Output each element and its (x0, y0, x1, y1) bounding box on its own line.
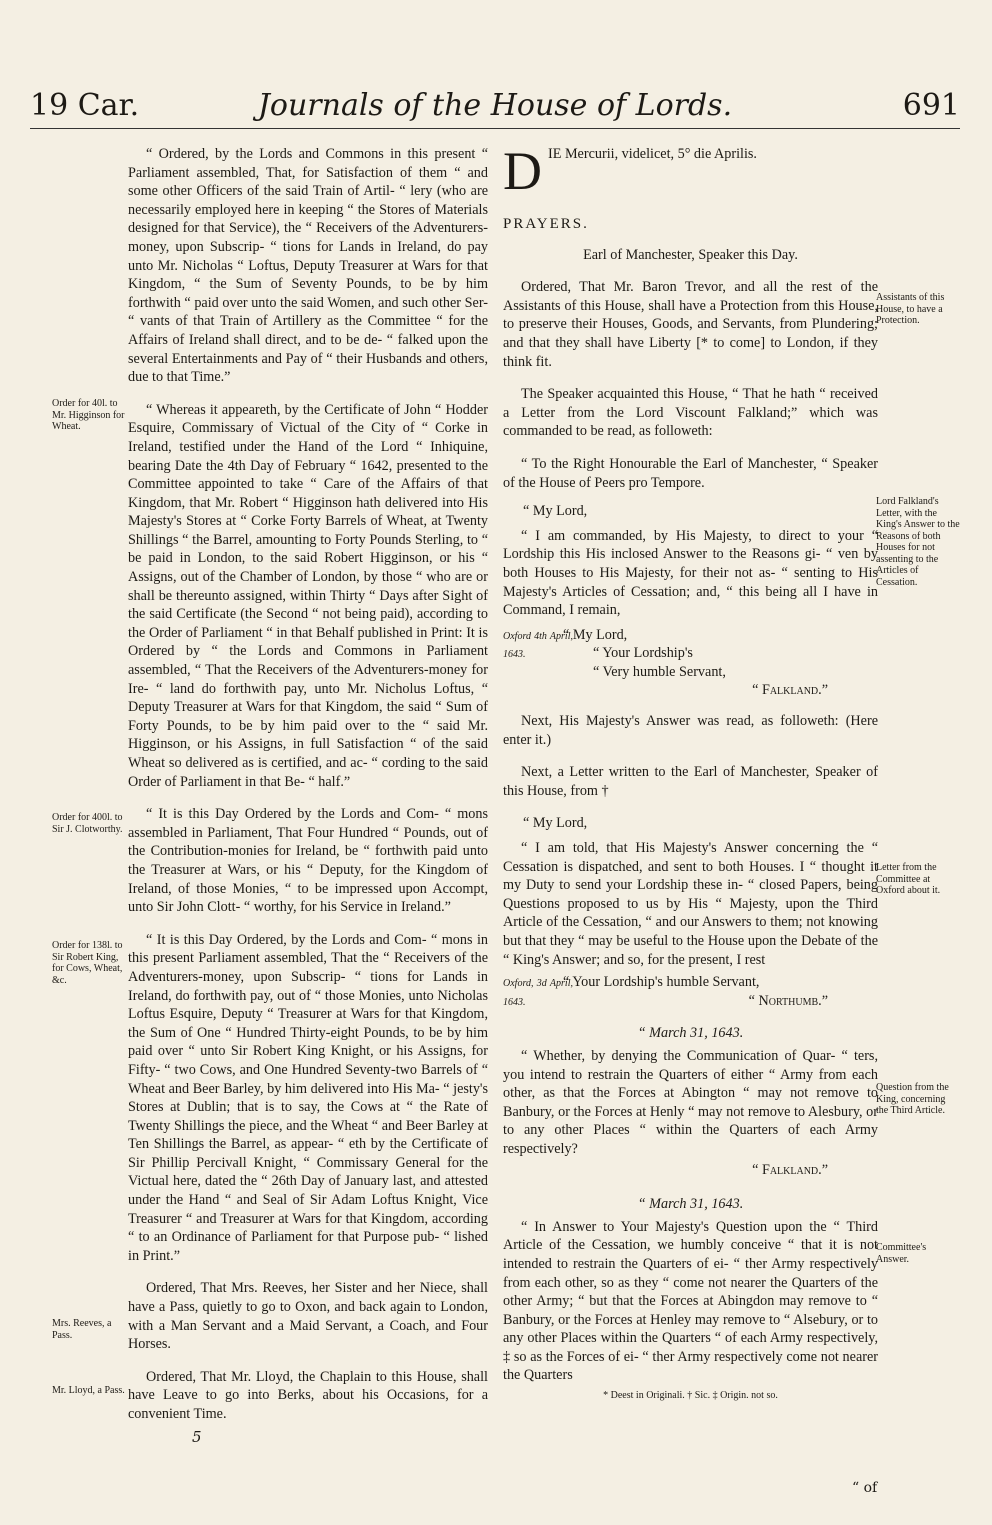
left-column (128, 145, 488, 1438)
letter-body: “ I am commanded, by His Majesty, to direct to your “ Lordship this His inclosed Answer to the Reasons gi- “ ven by both Houses to His Majesty, for their not as- “ senting to His Majesty's Articles of Cessation; and, “ this being all I have in Command, I remain, (503, 527, 878, 619)
page-number: 691 (902, 88, 960, 123)
catchword: “ of (852, 1480, 878, 1496)
running-head-regnal-year: 19 Car. (30, 88, 140, 123)
right-margin-note: Letter from the Committee at Oxford about it. (876, 862, 941, 896)
closing-line: “ Your Lordship's humble Servant, (563, 974, 760, 991)
question-text: “ Whether, by denying the Communication of Quar- “ ters, you intend to restrain the Quarters of either “ Army from each other, as that the Forces at Abington “ may not remove to Banbury, or the Forces at Henly “ may not remove to Alesbury, or to any other Places “ within the Quarters of each Army respectively? (503, 1047, 878, 1157)
closing-line: “ Your Lordship's (593, 645, 693, 662)
order-paragraph: Ordered, That Mr. Lloyd, the Chaplain to this House, shall have Leave to go into Berks, about his Occasions, for a convenient Time. (128, 1368, 488, 1422)
question-date: “ March 31, 1643. (637, 1025, 744, 1042)
closing-line: “ My Lord, (563, 626, 628, 643)
order-paragraph: “ Whereas it appeareth, by the Certificate of John “ Hodder Esquire, Commissary of Victual of the City of “ Corke in Ireland, testified under the Hand of the Lord “ Inhiquine, bearing Date the 4th Day of February “ 1642, presented to the Committee appointed to take “ Care of the Affairs of that Kingdom, that Mr. Robert “ Higginson hath delivered into His Majesty's Stores at “ Corke Forty Barrels of Wheat, at Twenty Shillings “ the Barrel, amounting to Forty Pounds Sterling, to “ be paid in London, to the said Robert Higginson, or his “ Assigns, out of the Chamber of London, by those “ who are or shall be thereunto assigned, within Thirty “ Days after Sight of the said Certificate (the Second “ not being paid), according to the Order of Parliament “ in that Behalf published in Print: It is Ordered by “ the Lords and Commons in Parliament assembled, “ That the Receivers of the Adventurers-money for Ire- “ land do forthwith pay, unto Mr. Nicholus Loftus, “ Deputy Treasurer at Wars for that Kingdom, the said “ Sum of Forty Pounds, to be by him paid over to the “ said Mr. Higginson, or his Assigns, in full Satisfaction “ of the said Wheat so delivered as is certified, and ac- “ cording to the said Order of Parliament in that Be- “ half.” (128, 401, 488, 790)
order-paragraph: “ It is this Day Ordered by the Lords and Com- “ mons assembled in Parliament, That Four Hundred “ Pounds, out of the Contribution-monies for Ireland, be “ forthwith paid unto the Treasurer at Wars, or his “ Deputy, for the Kingdom of Ireland, of those Monies, “ to be impressed upon Accompt, unto Sir John Clott- “ worthy, for his Service in Ireland.” (128, 806, 488, 916)
left-margin-note: Mrs. Reeves, a Pass. (52, 1318, 112, 1341)
left-margin-note: Order for 40l. to Mr. Higginson for Wheat. (52, 398, 125, 432)
header-rule (30, 128, 960, 129)
drop-cap: D (503, 141, 542, 201)
order-paragraph: Ordered, That Mr. Baron Trevor, and all the rest of the Assistants of this House, shall have a Protection from this House, to preserve their Houses, Goods, and Servants, from Plundering; and that they shall have Liberty [* to come] to London, if they think fit. (503, 279, 878, 370)
closing-line: “ Very humble Servant, (593, 663, 726, 680)
order-paragraph: “ Ordered, by the Lords and Commons in this present “ Parliament assembled, That, for Satisfaction of them “ and some other Officers of the said Train of Artil- “ lery (who are necessarily employed here in keeping “ the Stores of Materials designed for that Service), the “ Receivers of the Adventurers-money, upon Subscrip- “ tions for Lands in Ireland, do pay unto Mr. Nicholas “ Loftus, Deputy Treasurer at Wars for that Kingdom, “ the Sum of Seventy Pounds, to be by him forthwith “ paid over unto the said Women, and such other Ser- “ vants of that Train of Artillery as the Committee “ for the Affairs of Ireland shall direct, and to be de- “ falked upon the several Entertainments and Pay of “ their Husbands and others, due to that Time.” (128, 146, 488, 386)
letter-salutation: “ My Lord, (523, 503, 588, 520)
page-header (30, 70, 960, 130)
right-margin-note: Lord Falkland's Letter, with the King's Answer to the Reasons of both Houses for not assenting to the Articles of Cessation. (876, 496, 960, 588)
left-margin-note: Mr. Lloyd, a Pass. (52, 1385, 125, 1396)
letter-address: “ To the Right Honourable the Earl of Manchester, “ Speaker of the House of Peers pro Tempore. (503, 455, 878, 491)
signature: “ Falkland.” (752, 682, 828, 699)
answer-text: “ In Answer to Your Majesty's Question upon the “ Third Article of the Cessation, we humbly conceive “ that it is not intended to restrain the Quarters of ei- “ ther Army respectively from each other, so as they “ come not nearer the Quarters of the other Army; “ but that the Forces at Abingdon may remove to “ Banbury, or the Forces at Henley may remove to “ Alsebury, or to any other Places within the Quarters “ of each Army respectively, ‡ so as the Forces of ei- “ ther Army respectively come not nearer the Quarters (503, 1218, 878, 1384)
date-heading (503, 141, 878, 201)
signature: “ Falkland.” (752, 1161, 828, 1178)
printer-signature-mark: 5 (192, 1428, 202, 1446)
letter-closing (503, 626, 878, 700)
order-paragraph: “ It is this Day Ordered, by the Lords and Com- “ mons in this present Parliament assembled, That the “ Receivers of the Adventurers-money, upon Subscrip- “ tions for Lands in Ireland, do forthwith pay, out of “ those Monies, unto Nicholas Loftus Esquire, Deputy “ Treasurer at Wars for that Kingdom, the Sum of One “ Hundred Thirty-eight Pounds, to be by him paid over “ unto Sir Robert King Knight, or his Assigns, for Fifty- “ two Cows, and One Hundred Seventy-two Barrels of “ Wheat and Beer Barley, by him delivered into His Ma- “ jesty's Stores at Dublin; that is to say, the Cows at “ the Rate of Twenty Shillings the piece, and the Wheat “ and Beer Barley at Ten Shillings the Barrel, as appear- “ eth by the Certificate of Sir Phillip Percivall Knight, “ Commissary General for the Victual here, dated the “ 26th Day of January last, and attested under the Hand “ and Seal of Sir Adam Loftus Knight, Vice Treasurer “ and Treasurer at Wars for that Kingdom, according “ to an Ordinance of Parliament for that Purpose pub- “ lished in Print.” (128, 931, 488, 1264)
speaker-line: Earl of Manchester, Speaker this Day. (583, 246, 798, 263)
signature: “ Northumb.” (748, 992, 828, 1009)
left-margin-note: Order for 138l. to Sir Robert King, for Cows, Wheat, &c. (52, 940, 123, 986)
letter-intro: Next, a Letter written to the Earl of Manchester, Speaker of this House, from † (503, 764, 878, 799)
footnotes: * Deest in Originali. † Sic. ‡ Origin. not so. (603, 1390, 778, 1402)
prayers-heading: PRAYERS. (503, 216, 589, 232)
running-head-title: Journals of the House of Lords. (257, 88, 733, 123)
letter-salutation: “ My Lord, (523, 815, 588, 832)
speaker-announcement: The Speaker acquainted this House, “ That he hath “ received a Letter from the Lord Viscount Falkland;” which was commanded to be read, as followeth: (503, 386, 878, 440)
letter-dateline: Oxford, 3d April, 1643. (503, 978, 573, 1008)
date-line: IE Mercurii, videlicet, 5° die Aprilis. (548, 146, 757, 162)
letter-dateline: Oxford 4th April, 1643. (503, 630, 573, 661)
order-paragraph: Ordered, That Mrs. Reeves, her Sister and her Niece, shall have a Pass, quietly to go to Oxon, and back again to London, with a Man Servant and a Maid Servant, a Coach, and Four Horses. (128, 1280, 488, 1353)
right-margin-note: Assistants of this House, to have a Protection. (876, 292, 945, 326)
answer-date: “ March 31, 1643. (637, 1196, 744, 1213)
letter-closing (503, 973, 878, 1010)
right-margin-note: Committee's Answer. (876, 1242, 927, 1265)
left-margin-note: Order for 400l. to Sir J. Clotworthy. (52, 812, 123, 835)
right-column (503, 141, 878, 1406)
letter-body: “ I am told, that His Majesty's Answer concerning the “ Cessation is dispatched, and sent to both Houses. I “ thought it my Duty to send your Lordship these in- “ closed Papers, being Questions proposed to us by His “ Majesty, upon the Third Article of the Cessation, “ and our Answers to them; not knowing but that they “ may be useful to the House upon the Debate of the “ King's Answer; and so, for the present, I rest (503, 840, 878, 968)
right-margin-note: Question from the King, concerning the Third Article. (876, 1082, 949, 1116)
answer-note: Next, His Majesty's Answer was read, as followeth: (Here enter it.) (503, 713, 878, 748)
